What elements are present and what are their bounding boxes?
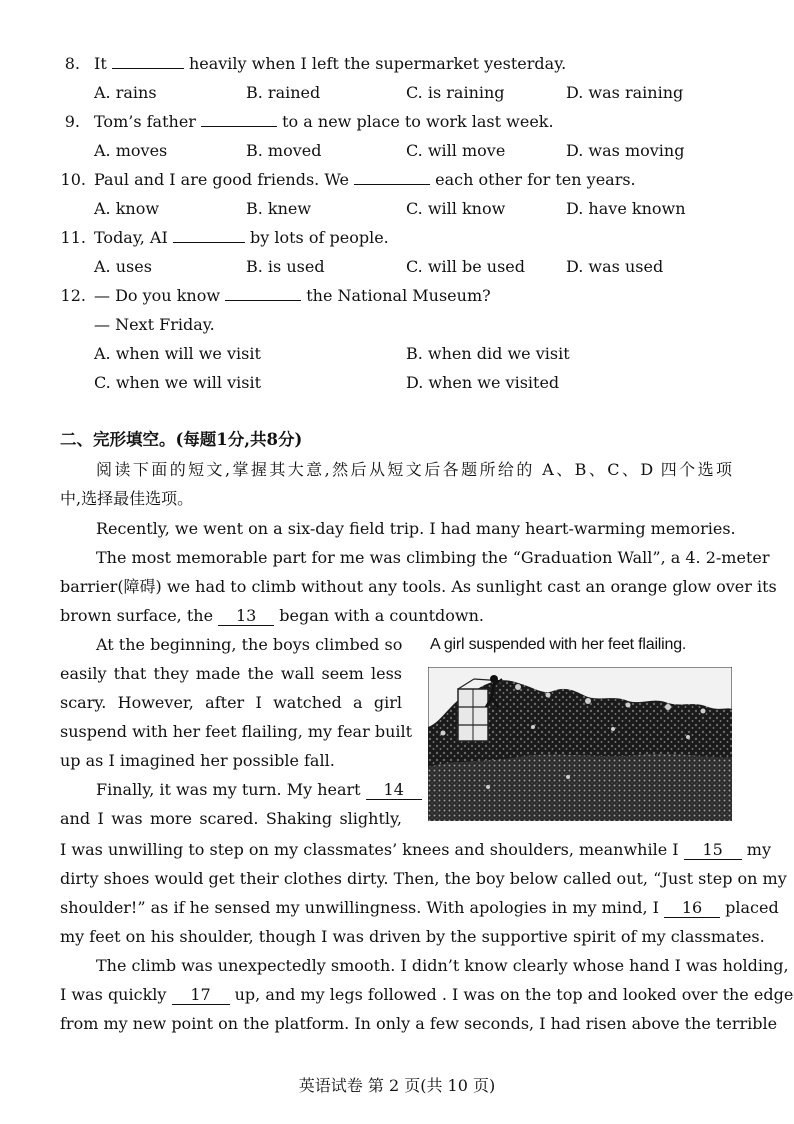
option-d: D. when we visited — [406, 373, 560, 392]
option-a: A. moves — [94, 141, 168, 160]
climbing-wall-photo — [428, 667, 732, 821]
cloze-blank-17: 17 — [172, 986, 230, 1005]
passage-line: Recently, we went on a six-day field trip. I had many heart-warming memories. — [96, 519, 736, 538]
passage-line: and I was more scared. Shaking slightly, — [60, 809, 402, 828]
passage-line: brown surface, the 13 began with a countdown. — [60, 606, 484, 625]
question-number: 9. — [64, 112, 80, 131]
option-d: D. was raining — [566, 83, 684, 102]
answer-blank — [354, 184, 430, 185]
option-c: C. will know — [406, 199, 506, 218]
passage-line: I was quickly 17 up, and my legs followed . I was on the top and looked over the edge — [60, 985, 794, 1004]
option-b: B. when did we visit — [406, 344, 570, 363]
passage-line: Finally, it was my turn. My heart 14 — [96, 780, 422, 800]
page-footer: 英语试卷 第 2 页(共 10 页) — [298, 1076, 496, 1095]
dialogue-reply: — Next Friday. — [94, 315, 215, 334]
option-b: B. moved — [246, 141, 322, 160]
cloze-blank-15: 15 — [684, 841, 742, 860]
figure-caption: A girl suspended with her feet flailing. — [430, 636, 687, 653]
option-b: B. rained — [246, 83, 321, 102]
question-stem: Today, AI by lots of people. — [94, 228, 389, 247]
passage-line: shoulder!” as if he sensed my unwillingness. With apologies in my mind, I 16 placed — [60, 898, 779, 917]
question-stem: Paul and I are good friends. We each other for ten years. — [94, 170, 636, 189]
option-a: A. know — [94, 199, 160, 218]
question-number: 11. — [60, 228, 86, 247]
passage-line: easily that they made the wall seem less — [60, 664, 402, 683]
question-number: 8. — [64, 54, 80, 73]
instruction-line: 阅读下面的短文,掌握其大意,然后从短文后各题所给的 A、B、C、D 四个选项 — [96, 460, 732, 479]
cloze-blank-13: 13 — [218, 607, 274, 626]
option-a: A. uses — [94, 257, 152, 276]
option-c: C. will be used — [406, 257, 525, 276]
passage-line: I was unwilling to step on my classmates’ knees and shoulders, meanwhile I 15 my — [60, 840, 771, 859]
option-d: D. have known — [566, 199, 686, 218]
question-number: 12. — [60, 286, 86, 305]
passage-line: from my new point on the platform. In only a few seconds, I had risen above the terrible — [60, 1014, 778, 1033]
option-a: A. when will we visit — [94, 344, 261, 363]
instruction-line: 中,选择最佳选项。 — [60, 489, 194, 508]
question-stem: It heavily when I left the supermarket yesterday. — [94, 54, 567, 73]
passage-line: suspend with her feet flailing, my fear built — [60, 722, 413, 741]
question-stem: Tom’s father to a new place to work last week. — [94, 112, 554, 131]
option-d: D. was moving — [566, 141, 685, 160]
passage-line: barrier(障碍) we had to climb without any tools. As sunlight cast an orange glow over its — [60, 577, 777, 596]
passage-line: The climb was unexpectedly smooth. I didn’t know clearly whose hand I was holding, — [96, 956, 789, 975]
option-c: C. is raining — [406, 83, 505, 102]
option-a: A. rains — [94, 83, 157, 102]
option-c: C. will move — [406, 141, 506, 160]
answer-blank — [201, 126, 277, 127]
option-b: B. knew — [246, 199, 312, 218]
answer-blank — [225, 300, 301, 301]
answer-blank — [173, 242, 245, 243]
passage-line: At the beginning, the boys climbed so — [96, 635, 403, 654]
cloze-blank-16: 16 — [664, 899, 720, 918]
passage-line: my feet on his shoulder, though I was driven by the supportive spirit of my classmates. — [60, 927, 765, 946]
section-heading: 二、完形填空。(每题1分,共8分) — [60, 430, 303, 449]
passage-line: The most memorable part for me was climbing the “Graduation Wall”, a 4. 2-meter — [96, 548, 770, 567]
cloze-blank-14: 14 — [366, 781, 422, 800]
question-number: 10. — [60, 170, 86, 189]
option-d: D. was used — [566, 257, 664, 276]
passage-line: scary. However, after I watched a girl — [60, 693, 402, 712]
option-c: C. when we will visit — [94, 373, 261, 392]
question-stem: — Do you know the National Museum? — [94, 286, 491, 305]
passage-line: up as I imagined her possible fall. — [60, 751, 335, 770]
passage-line: dirty shoes would get their clothes dirty. Then, the boy below called out, “Just step on my — [60, 869, 787, 888]
answer-blank — [112, 68, 184, 69]
option-b: B. is used — [246, 257, 325, 276]
